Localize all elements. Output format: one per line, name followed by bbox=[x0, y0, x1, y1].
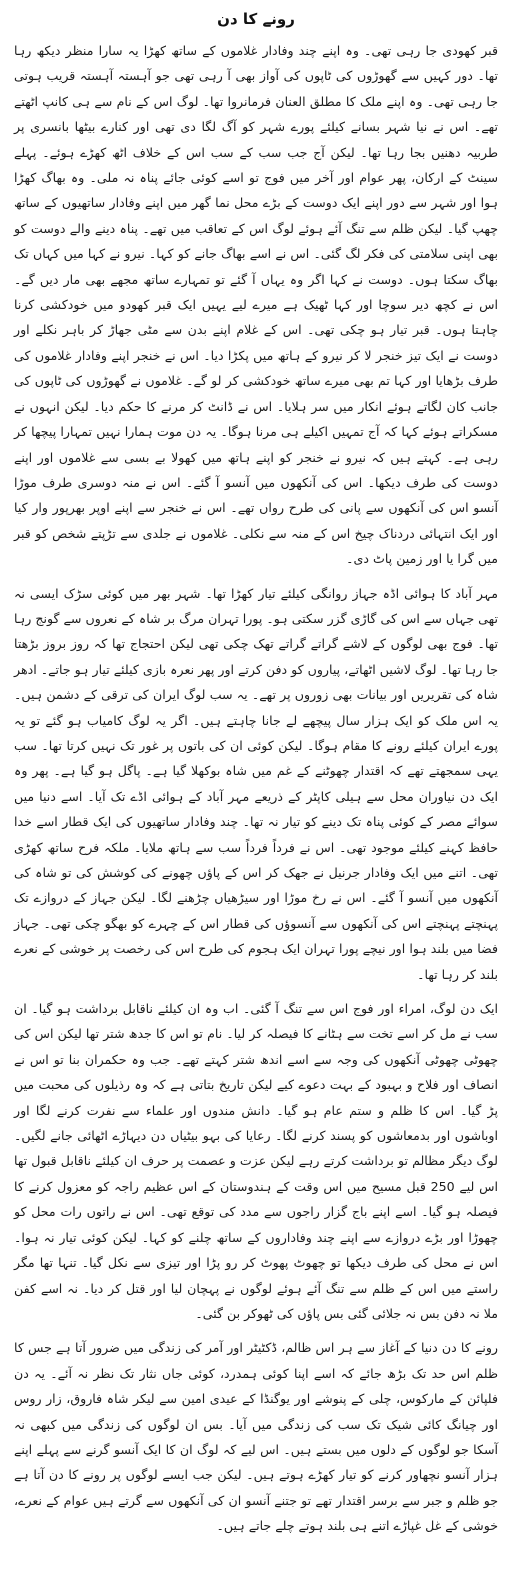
article-paragraph-1: قبر کھودی جا رہی تھی۔ وہ اپنے چند وفادار غلاموں کے ساتھ کھڑا یہ سارا منظر دیکھ رہا تھا۔ دور کہیں سے گھوڑوں کی ٹاپوں کی آواز بھی آ رہی تھی جو آہستہ آہستہ قریب ہوتی جا رہی تھی۔ وہ اپنے ملک کا مطلق العنان فرمانروا تھا۔ لوگ اس کے نام سے ہی کانپ اٹھتے تھے۔ اس نے نیا شہر بسانے کیلئے پورے شہر کو آگ لگا دی تھی اور کنارے بیٹھا بانسری پر طربیہ دھنیں بجا رہا تھا۔ لیکن آج جب سب کے سب اس کے خلاف اٹھ کھڑے ہوئے۔ پہلے سینٹ کے ارکان، پھر عوام اور آخر میں فوج تو اسے کوئی جائے پناہ نہ ملی۔ وہ بھاگ کھڑا ہوا اور شہر سے دور اپنے ایک دوست کے بڑے محل نما گھر میں اپنے وفادار ساتھیوں کے ساتھ چھپ گیا۔ لیکن ظلم سے تنگ آئے ہوئے لوگ اس کے تعاقب میں تھے۔ پناہ دینے والے دوست کو بھی اپنی سلامتی کی فکر لگ گئی۔ اس نے اسے بھاگ جانے کو کہا۔ نیرو نے کہا میں کہاں تک بھاگ سکتا ہوں۔ دوست نے کہا اگر وہ یہاں آ گئے تو تمہارے ساتھ مجھے بھی مار دیں گے۔ اس نے کچھ دیر سوچا اور کہا ٹھیک ہے میرے لیے یہیں ایک قبر کھودو میں خودکشی کرنا چاہتا ہوں۔ قبر تیار ہو چکی تھی۔ اس کے غلام اپنے بدن سے مٹی جھاڑ کر باہر نکلے اور دوست نے ایک تیز خنجر لا کر نیرو کے ہاتھ میں پکڑا دیا۔ اس نے خنجر اپنے وفادار غلاموں کی طرف بڑھایا اور کہا تم بھی میرے ساتھ خودکشی کر لو گے۔ غلاموں نے گھوڑوں کی ٹاپوں کی جانب کان لگاتے ہوئے انکار میں سر ہلایا۔ اس نے ڈانٹ کر مرنے کا حکم دیا۔ لیکن انہوں نے مسکراتے ہوئے کہا کہ آج تمہیں اکیلے ہی مرنا ہوگا۔ یہ دن موت ہمارا نہیں تمہارا پیچھا کر رہی ہے۔ کہتے ہیں کہ نیرو نے خنجر کو اپنے ہاتھ میں کھولا بے بسی سے غلاموں اور اپنے دوست کی طرف دیکھا۔ اس کی آنکھوں میں آنسو آ گئے۔ اس نے منہ دوسری طرف موڑا آنسو اس کی آنکھوں سے پانی کی طرح رواں تھے۔ اس نے خنجر سے اپنے اوپر بھرپور وار کیا اور ایک انتہائی دردناک چیخ اس کے منہ سے نکلی۔ غلاموں نے جلدی سے تڑپتے شخص کو قبر میں گرا یا اور زمین پاٹ دی۔ bbox=[14, 43, 498, 567]
article-paragraph-2: مہر آباد کا ہوائی اڈہ جہاز روانگی کیلئے تیار کھڑا تھا۔ شہر بھر میں کوئی سڑک ایسی نہ تھی جہاں سے اس کی گاڑی گزر سکتی ہو۔ پورا تہران مرگ بر شاہ کے نعروں سے گونج رہا تھا۔ فوج بھی لوگوں کے لاشے گراتے گراتے تھک چکی تھی لیکن احتجاج تھا کہ روز بروز بڑھتا جا رہا تھا۔ لوگ لاشیں اٹھاتے، پیاروں کو دفن کرتے اور پھر نعرہ بازی کیلئے تیار ہو جاتے۔ ادھر شاہ کی تقریریں اور بیانات بھی زوروں پر تھے۔ یہ سب لوگ ایران کی ترقی کے دشمن ہیں۔ یہ اس ملک کو ایک ہزار سال پیچھے لے جانا چاہتے ہیں۔ اگر یہ لوگ کامیاب ہو گئے تو یہ پورے ایران کیلئے رونے کا مقام ہوگا۔ لیکن کوئی ان کی باتوں پر غور تک نہیں کرتا تھا۔ سب یہی سمجھتے تھے کہ اقتدار چھوٹنے کے غم میں شاہ بوکھلا گیا ہے۔ پاگل ہو گیا ہے۔ پھر وہ ایک دن نیاوران محل سے ہیلی کاپٹر کے ذریعے مہر آباد کے ہوائی اڈے تک آیا۔ اسے دنیا میں سوائے مصر کے کوئی پناہ تک دینے کو تیار نہ تھا۔ چند وفادار ساتھیوں کی ایک قطار اسے خدا حافظ کہنے کیلئے موجود تھی۔ اس نے فرداً فرداً سب سے ہاتھ ملایا۔ ملکہ فرح ساتھ کھڑی تھی۔ اتنے میں ایک وفادار جرنیل نے جھک کر اس کے پاؤں چھونے کی کوشش کی تو شاہ کی آنکھوں میں آنسو آ گئے۔ اس نے رخ موڑا اور سیڑھیاں چڑھنے لگا۔ لیکن جہاز کے دروازے تک پہنچتے پہنچتے اس کی آنکھوں سے آنسوؤں کی قطار اس کے چہرے کو بھگو چکی تھی۔ جہاز فضا میں بلند ہوا اور نیچے پورا تہران ایک ہجوم کی طرح اس کی رخصت پر خوشی کے نعرے بلند کر رہا تھا۔ bbox=[14, 585, 498, 982]
article-paragraph-3: ایک دن لوگ، امراء اور فوج اس سے تنگ آ گئی۔ اب وہ ان کیلئے ناقابل برداشت ہو گیا۔ ان سب نے مل کر اسے تخت سے ہٹانے کا فیصلہ کر لیا۔ نام تو اس کا جدھ شتر تھا لیکن اس کی چھوٹی چھوٹی آنکھوں کی وجہ سے اسے اندھ شتر کہتے تھے۔ جب وہ حکمران بنا تو اس نے انصاف اور فلاح و بہبود کے بہت دعوے کیے لیکن تاریخ بتاتی ہے کہ وہ رذیلوں کی محبت میں پڑ گیا۔ اس کا ظلم و ستم عام ہو گیا۔ دانش مندوں اور علماء سے نفرت کرنے لگا اور اوباشوں اور بدمعاشوں کو پسند کرنے لگا۔ رعایا کی بہو بیٹیاں دن دیہاڑے اٹھائی جانے لگیں۔ لوگ دیگر مظالم تو برداشت کرتے رہے لیکن عزت و عصمت پر حرف ان کیلئے ناقابل قبول تھا اس لیے 250 قبل مسیح میں اس وقت کے ہندوستان کے اس عظیم راجہ کو معزول کرنے کا فیصلہ ہو گیا۔ اسے اپنے باج گزار راجوں سے مدد کی توقع تھی۔ اس نے راتوں رات محل کو چھوڑا اور بڑے دروازے سے اپنے چند وفاداروں کے ساتھ چلنے کو کہا۔ لیکن کوئی تیار نہ ہوا۔ اس نے محل کی طرف دیکھا تو چھوٹ پھوٹ کر رو پڑا اور تیزی سے نکل گیا۔ تنہا تھا مگر راستے میں اس کے ظلم سے تنگ آئے ہوئے لوگوں نے پہچان لیا اور قتل کر دیا۔ نہ اسے کفن ملا نہ دفن بس نہ جلائی گئی بس پاؤں کی ٹھوکر بن گئی۔ bbox=[14, 1001, 498, 1321]
article-title: رونے کا دن bbox=[217, 10, 295, 28]
article-paragraph-4: رونے کا دن دنیا کے آغاز سے ہر اس ظالم، ڈکٹیٹر اور آمر کی زندگی میں ضرور آتا ہے جس کا ظلم اس حد تک بڑھ جائے کہ اسے اپنا کوئی ہمدرد، کوئی جاں نثار تک نظر نہ آئے۔ یہ دن فلپائن کے مارکوس، چلی کے پنوشے اور یوگنڈا کے عیدی امین سے لیکر شاہ فاروق، زار روس اور چیانگ کائی شیک تک سب کی زندگی میں آیا۔ بس ان لوگوں کی زندگی میں کبھی نہ آسکا جو لوگوں کے دلوں میں بستے ہیں۔ اس لیے کہ لوگ ان کا ایک آنسو گرنے سے پہلے اپنے ہزار آنسو نچھاور کرنے کو تیار کھڑے ہوتے ہیں۔ لیکن جب ایسے لوگوں پر رونے کا دن آتا ہے جو ظلم و جبر سے برسر اقتدار تھے تو جتنے آنسو ان کی آنکھوں سے گرتے ہیں عوام کے نعرے، خوشی کے غل غپاڑے اتنے ہی بلند ہوتے چلے جاتے ہیں۔ bbox=[14, 1340, 498, 1534]
